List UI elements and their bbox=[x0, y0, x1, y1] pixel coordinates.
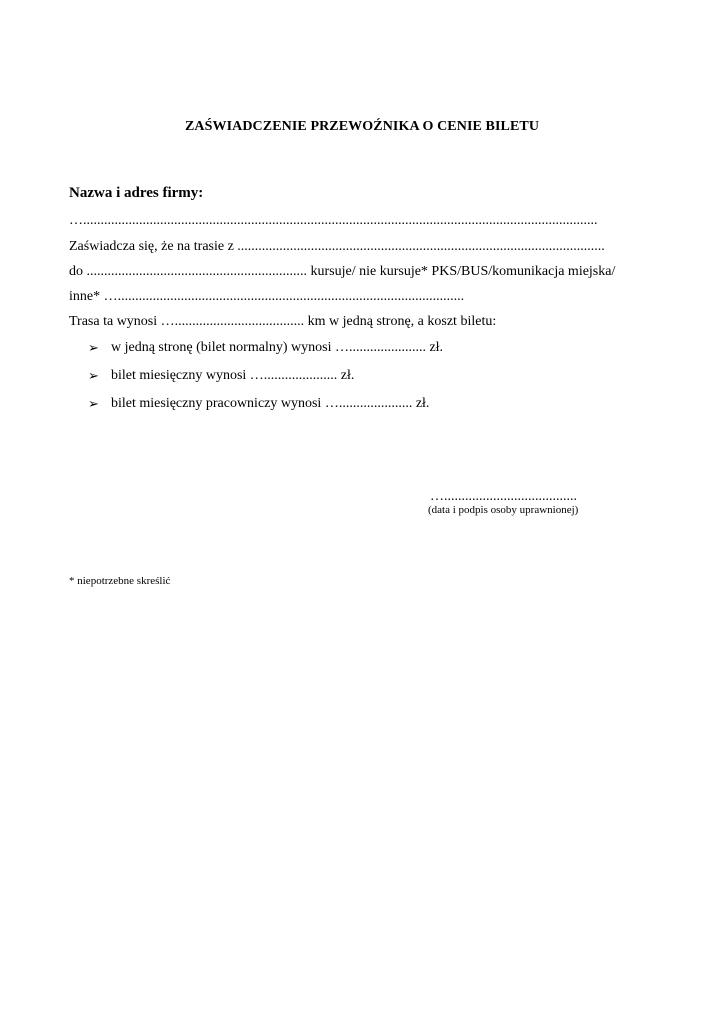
bullet-text: bilet miesięczny pracowniczy wynosi …..................... zł. bbox=[111, 396, 430, 411]
other-transport-line: inne* …................................................................................................... bbox=[69, 289, 465, 304]
company-heading: Nazwa i adres firmy: bbox=[69, 185, 204, 201]
destination-line: do ............................................................... kursuje/ nie kursuje* PKS/BUS/komunikacja miejska/ bbox=[69, 264, 616, 279]
bullet-item-monthly-ticket bbox=[88, 368, 354, 384]
footnote: * niepotrzebne skreślić bbox=[69, 575, 171, 587]
bullet-text: w jedną stronę (bilet normalny) wynosi …...................... zł. bbox=[111, 340, 444, 355]
document-title: ZAŚWIADCZENIE PRZEWOŹNIKA O CENIE BILETU bbox=[184, 119, 540, 134]
certifies-route-line: Zaświadcza się, że na trasie z ......................................................................................................... bbox=[69, 239, 605, 254]
company-address-line: …................................................................................................................................................... bbox=[69, 213, 598, 228]
bullet-text: bilet miesięczny wynosi …..................... zł. bbox=[111, 368, 355, 383]
signature-caption: (data i podpis osoby uprawnionej) bbox=[428, 504, 579, 516]
arrow-bullet-icon: ➢ bbox=[88, 340, 99, 355]
arrow-bullet-icon: ➢ bbox=[88, 368, 99, 383]
distance-line: Trasa ta wynosi …..................................... km w jedną stronę, a koszt biletu: bbox=[69, 314, 497, 329]
arrow-bullet-icon: ➢ bbox=[88, 396, 99, 411]
bullet-item-monthly-worker-ticket bbox=[88, 396, 429, 412]
signature-line: …...................................... bbox=[430, 489, 577, 504]
bullet-item-single-ticket bbox=[88, 340, 443, 356]
